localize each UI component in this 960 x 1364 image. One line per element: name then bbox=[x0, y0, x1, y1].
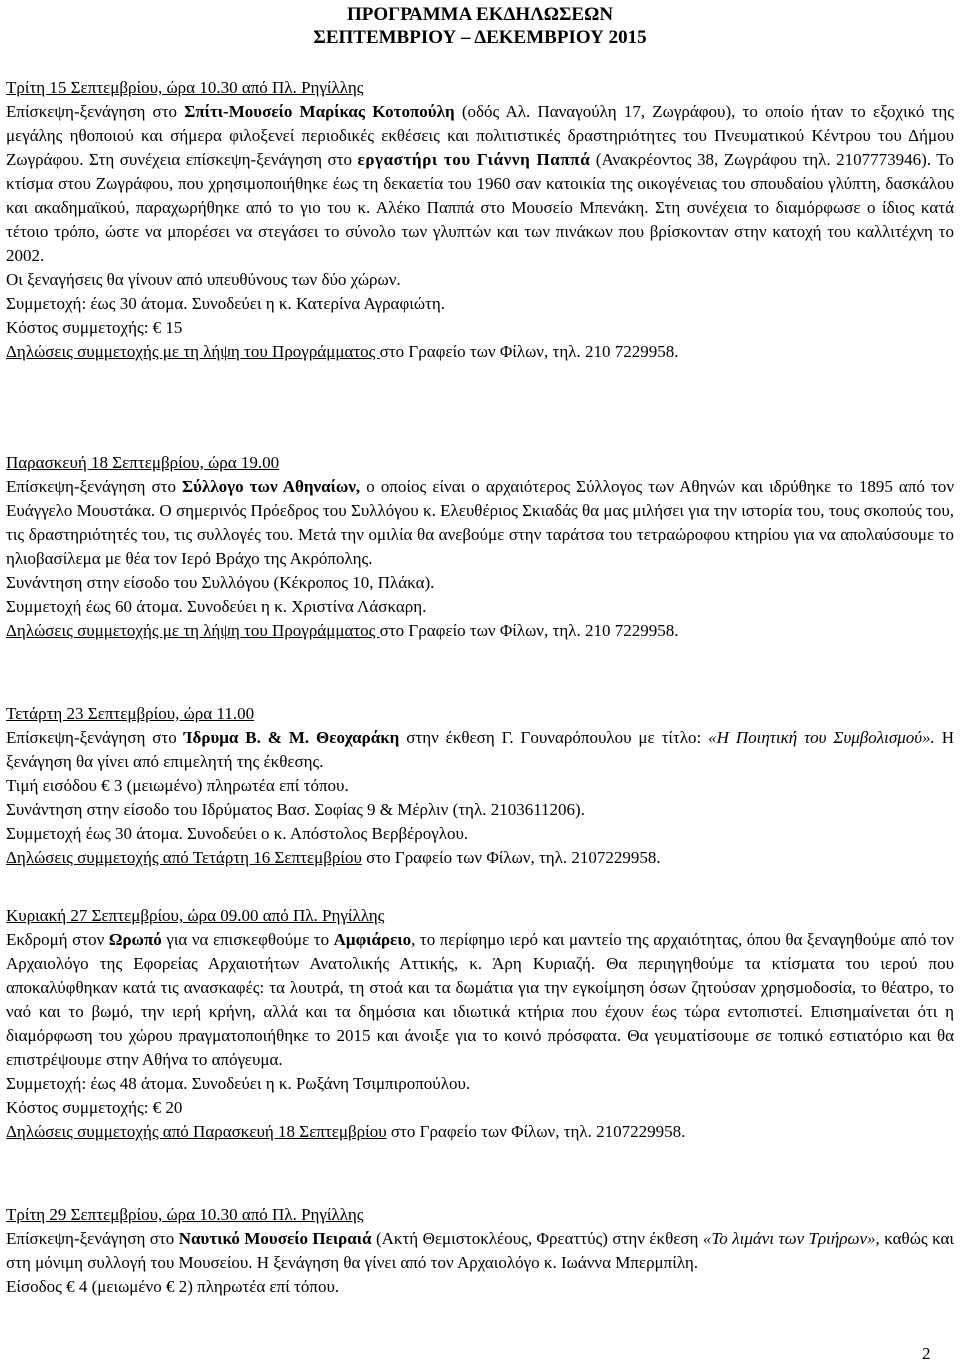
event-date: Τρίτη 15 Σεπτεμβρίου, ώρα 10.30 από Πλ. Ρηγίλλης bbox=[6, 78, 364, 97]
event-ticket: Είσοδος € 4 (μειωμένο € 2) πληρωτέα επί τόπου. bbox=[6, 1277, 340, 1296]
event-participation: Συμμετοχή: έως 30 άτομα. Συνοδεύει η κ. Κατερίνα Αγραφιώτη. bbox=[6, 294, 446, 313]
event-3 bbox=[6, 702, 954, 870]
event-meeting: Συνάντηση στην είσοδο του Ιδρύματος Βασ. Σοφίας 9 & Μέρλιν (τηλ. 2103611206). bbox=[6, 800, 585, 819]
event-meeting: Συνάντηση στην είσοδο του Συλλόγου (Κέκροπος 10, Πλάκα). bbox=[6, 573, 435, 592]
event-registration: Δηλώσεις συμμετοχής από Παρασκευή 18 Σεπτεμβρίου στο Γραφείο των Φίλων, τηλ. 2107229958. bbox=[6, 1122, 686, 1141]
page-number: 2 bbox=[922, 1344, 931, 1363]
event-participation: Συμμετοχή έως 30 άτομα. Συνοδεύει ο κ. Απόστολος Βερβέρογλου. bbox=[6, 824, 469, 843]
title-line-2: ΣΕΠΤΕΜΒΡΙΟΥ – ΔΕΚΕΜΒΡΙΟΥ 2015 bbox=[313, 27, 647, 48]
event-4 bbox=[6, 904, 954, 1144]
event-2 bbox=[6, 451, 954, 643]
event-description: Εκδρομή στον Ωρωπό για να επισκεφθούμε το Αμφιάρειο, το περίφημο ιερό και μαντείο της αρχαιότητας, όπου θα ξεναγηθούμε από τον Αρχαιολόγο της Εφορείας Αρχαιοτήτων Ανατολικής Αττικής, κ. Άρη Κυριαζή. Θα περιηγηθούμε τα κτίσματα του ιερού που αποκαλύφθηκαν κατά τις ανασκαφές: τα λουτρά, τη στοά και τα δωμάτια για την εγκοίμηση όσων ζητούσαν χρησμοδοσία, το θέατρο, το ναό και το βωμό, την ιερή κρήνη, αλλά και τα δημόσια και ιδιωτικά κτήρια που έχουν έως τώρα εντοπιστεί. Επισημαίνεται ότι η διαμόρφωση του χώρου πραγματοποιήθηκε το 2015 και άνοιξε για το κοινό πρόσφατα. Θα γευματίσουμε σε τοπικό εστιατόριο και θα επιστρέψουμε στην Αθήνα το απόγευμα. bbox=[6, 930, 954, 1069]
event-description: Επίσκεψη-ξενάγηση στο Ναυτικό Μουσείο Πειραιά (Ακτή Θεμιστοκλέους, Φρεαττύς) στην έκθεση «Το λιμάνι των Τριήρων», καθώς και στη μόνιμη συλλογή του Μουσείου. Η ξενάγηση θα γίνει από τον Αρχαιολόγο κ. Ιωάννα Μπερμπίλη. bbox=[6, 1229, 954, 1272]
event-date: Κυριακή 27 Σεπτεμβρίου, ώρα 09.00 από Πλ. Ρηγίλλης bbox=[6, 906, 385, 925]
document-title bbox=[0, 3, 960, 49]
title-line-1: ΠΡΟΓΡΑΜΜΑ ΕΚΔΗΛΩΣΕΩΝ bbox=[346, 4, 614, 25]
event-participation: Συμμετοχή έως 60 άτομα. Συνοδεύει η κ. Χριστίνα Λάσκαρη. bbox=[6, 597, 427, 616]
event-cost: Κόστος συμμετοχής: € 15 bbox=[6, 318, 183, 337]
event-description: Επίσκεψη-ξενάγηση στο Σπίτι-Μουσείο Μαρίκας Κοτοπούλη (οδός Αλ. Παναγούλη 17, Ζωγράφου), το οποίο ήταν το εξοχικό της μεγάλης ηθοποιού και σήμερα φιλοξενεί περιοδικές εκθέσεις και πολιτιστικές δραστηριότητες του Πνευματικού Κέντρου του Δήμου Ζωγράφου. Στη συνέχεια επίσκεψη-ξενάγηση στο εργαστήρι του Γιάννη Παππά (Ανακρέοντος 38, Ζωγράφου τηλ. 2107773946). Το κτίσμα στου Ζωγράφου, που χρησιμοποιήθηκε έως τη δεκαετία του 1960 σαν κατοικία της οικογένειας του σπουδαίου γλύπτη, δασκάλου και ακαδημαϊκού, παραχωρήθηκε από το γιο του κ. Αλέκο Παππά στο Μουσείο Μπενάκη. Στη συνέχεια το διαμόρφωσε ο ίδιος κατά τέτοιο τρόπο, ώστε να μπορέσει να στεγάσει το σύνολο των γλυπτών και των πινάκων που βρίσκονταν στην κατοχή του καλλιτέχνη το 2002. bbox=[6, 102, 954, 265]
event-date: Τετάρτη 23 Σεπτεμβρίου, ώρα 11.00 bbox=[6, 704, 255, 723]
event-registration: Δηλώσεις συμμετοχής με τη λήψη του Προγράμματος στο Γραφείο των Φίλων, τηλ. 210 7229958. bbox=[6, 342, 679, 361]
event-guides: Οι ξεναγήσεις θα γίνουν από υπευθύνους των δύο χώρων. bbox=[6, 270, 401, 289]
event-participation: Συμμετοχή: έως 48 άτομα. Συνοδεύει η κ. Ρωξάνη Τσιμπιροπούλου. bbox=[6, 1074, 471, 1093]
event-date: Παρασκευή 18 Σεπτεμβρίου, ώρα 19.00 bbox=[6, 453, 280, 472]
event-cost: Κόστος συμμετοχής: € 20 bbox=[6, 1098, 183, 1117]
event-description: Επίσκεψη-ξενάγηση στο Ίδρυμα Β. & Μ. Θεοχαράκη στην έκθεση Γ. Γουναρόπουλου με τίτλο: «Η Ποιητική του Συμβολισμού». Η ξενάγηση θα γίνει από επιμελητή της έκθεσης. bbox=[6, 728, 954, 771]
event-description: Επίσκεψη-ξενάγηση στο Σύλλογο των Αθηναίων, ο οποίος είναι ο αρχαιότερος Σύλλογος των Αθηνών και ιδρύθηκε το 1895 από τον Ευάγγελο Μουστάκα. Ο σημερινός Πρόεδρος του Συλλόγου κ. Ελευθέριος Σκιαδάς θα μας μιλήσει για την ιστορία του, τους σκοπούς του, τις δραστηριότητές του, τις συλλογές του. Μετά την ομιλία θα ανεβούμε στην ταράτσα του τετραώροφου κτηρίου για να απολαύσουμε το ηλιοβασίλεμα με θέα τον Ιερό Βράχο της Ακρόπολης. bbox=[6, 477, 955, 568]
event-registration: Δηλώσεις συμμετοχής από Τετάρτη 16 Σεπτεμβρίου στο Γραφείο των Φίλων, τηλ. 2107229958. bbox=[6, 848, 661, 867]
event-1 bbox=[6, 76, 954, 364]
event-date: Τρίτη 29 Σεπτεμβρίου, ώρα 10.30 από Πλ. Ρηγίλλης bbox=[6, 1205, 364, 1224]
event-5 bbox=[6, 1203, 954, 1299]
event-ticket: Τιμή εισόδου € 3 (μειωμένο) πληρωτέα επί τόπου. bbox=[6, 776, 349, 795]
event-registration: Δηλώσεις συμμετοχής με τη λήψη του Προγράμματος στο Γραφείο των Φίλων, τηλ. 210 7229958. bbox=[6, 621, 679, 640]
